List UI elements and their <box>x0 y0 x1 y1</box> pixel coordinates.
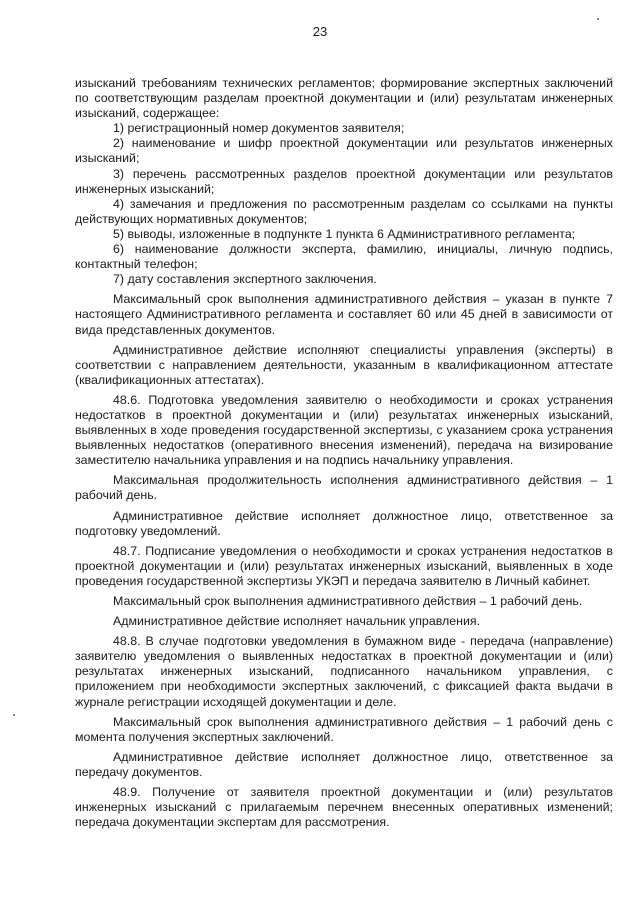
paragraph-max-term-3: Максимальный срок выполнения административного действия – 1 рабочий день. <box>113 594 583 608</box>
list-item-7: 7) дату составления экспертного заключения. <box>113 272 377 287</box>
paragraph-executors-1: Административное действие исполняют специалисты управления (эксперты) в соответствии с направлением деятельности, указанным в квалификационном аттестате (квалификационных аттестатах). <box>75 342 613 387</box>
list-item-1: 1) регистрационный номер документов заявителя; <box>113 121 405 136</box>
paragraph-executor-2: Административное действие исполняет должностное лицо, ответственное за подготовку уведомлений. <box>75 508 613 538</box>
paragraph-max-term-4: Максимальный срок выполнения административного действия – 1 рабочий день с момента получения экспертных заключений. <box>75 714 613 744</box>
page-number: 23 <box>312 24 328 39</box>
scan-speck <box>13 714 15 716</box>
list-item-4: 4) замечания и предложения по рассмотренным разделам со ссылками на пункты действующих нормативных документов; <box>75 196 613 226</box>
paragraph-48-9: 48.9. Получение от заявителя проектной документации и (или) результатов инженерных изысканий с прилагаемым перечнем внесенных оперативных изменений; передача документации экспертам для рассмотрения. <box>75 785 613 830</box>
paragraph-48-6: 48.6. Подготовка уведомления заявителю о необходимости и сроках устранения недостатков в проектной документации и (или) результатах инженерных изысканий, выявленных в ходе проведения государственной экспертизы, с указанием срока устранения выявленных недостатков (оперативного внесения изменений), передача на визирование заместителю начальника управления и на подпись начальнику управления. <box>75 392 613 468</box>
scan-speck <box>597 18 599 20</box>
paragraph-48-7: 48.7. Подписание уведомления о необходимости и сроках устранения недостатков в проектной документации и (или) результатах инженерных изысканий, выявленных в ходе проведения государственной экспертизы УКЭП и передача заявителю в Личный кабинет. <box>75 543 613 588</box>
paragraph-executor-3: Административное действие исполняет начальник управления. <box>113 614 481 629</box>
paragraph-max-term-1: Максимальный срок выполнения административного действия – указан в пункте 7 настоящего Административного регламента и составляет 60 или 45 дней в зависимости от вида представленных документов. <box>75 292 613 337</box>
paragraph-max-duration-2: Максимальная продолжительность исполнения административного действия – 1 рабочий день. <box>75 473 613 503</box>
paragraph-48-8: 48.8. В случае подготовки уведомления в бумажном виде - передача (направление) заявителю уведомления о выявленных недостатках в проектной документации и (или) результатах инженерных изысканий, подписанного начальником управления, с приложением при необходимости экспертных заключений, с фиксацией факта выдачи в журнале регистрации исходящей документации и деле. <box>75 634 613 709</box>
list-item-6: 6) наименование должности эксперта, фамилию, инициалы, личную подпись, контактный телефон; <box>75 242 613 272</box>
list-item-5: 5) выводы, изложенные в подпункте 1 пункта 6 Административного регламента; <box>113 226 576 241</box>
paragraph-executor-4: Административное действие исполняет должностное лицо, ответственное за передачу документов. <box>75 749 613 779</box>
document-body <box>75 76 613 830</box>
list-item-2: 2) наименование и шифр проектной документации или результатов инженерных изысканий; <box>75 136 613 166</box>
paragraph-continuation: изысканий требованиям технических регламентов; формирование экспертных заключений по соответствующим разделам проектной документации и (или) результатам инженерных изысканий, содержащее: <box>75 76 613 121</box>
list-item-3: 3) перечень рассмотренных разделов проектной документации или результатов инженерных изысканий; <box>75 166 613 196</box>
